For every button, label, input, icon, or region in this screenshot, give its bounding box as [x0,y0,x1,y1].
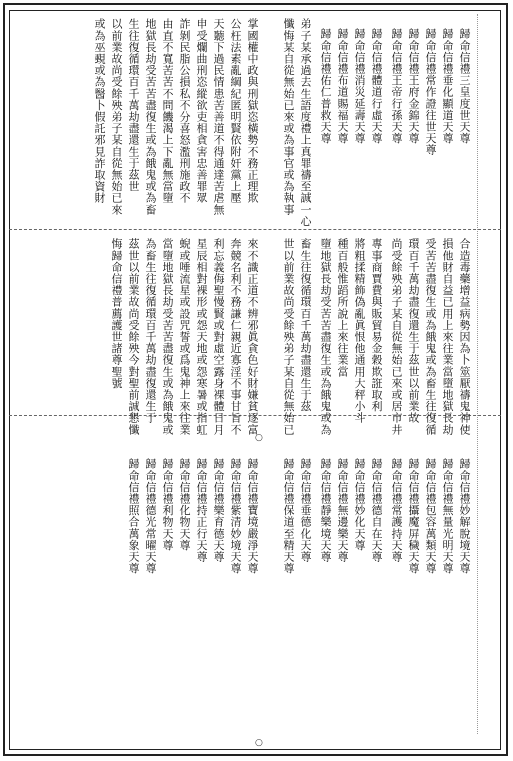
text-column: 歸命信禮佑仁普救天尊 [319,28,332,144]
text-column: 歸命信禮常作證往世天尊 [424,28,437,156]
text-column: 公枉法素亂綱紀匿明賢依附奸黨上壓 [229,18,242,204]
text-column: 歸命信禮妙解脫境天尊 [458,458,471,574]
text-column: 歸命信禮照合萬象天尊 [127,458,140,574]
text-column: 歸命信禮體道行虛天尊 [370,28,383,144]
text-column: 歸命信禮無量光明天尊 [441,458,454,574]
text-column: 由直不寬苦苦不問饑渴上下亂無當墮 [161,18,174,204]
band-divider-top [9,229,501,230]
text-column: 歸命信禮布道賜福天尊 [336,28,349,144]
text-column: 歸命信禮持正行天尊 [195,458,208,563]
text-column: 星辰相對裸形或怨天地或怨寒暑或指虹 [195,238,208,436]
text-column: 歸命信禮寶境嚴淨天尊 [246,458,259,574]
text-column: 歸命信禮常護持天尊 [390,458,403,563]
text-column: 歸命信禮妙化天尊 [353,458,366,551]
text-column: 歸命信禮樂育德天尊 [212,458,225,563]
text-column: 歸命信禮垂德化天尊 [299,458,312,563]
text-column: 懺悔某自從無始已來或為事官或為執事 [282,18,295,216]
text-column: 詐剝民脂公損私不分喜怒濫刑施政不 [178,18,191,204]
circle-mark-bottom: ○ [255,738,263,748]
text-column: 歸命信禮消災延壽天尊 [353,28,366,144]
text-column: 歸命信禮包容萬類天尊 [424,458,437,574]
text-column: 損他財自益已用上來往業當墮地獄長劫 [441,238,454,436]
text-column: 合造毒藥增益病勢因為卜筮厭禱鬼神使 [458,238,471,436]
text-column: 來不識正道不辨邪眞貪色好財嫌貧逐富 [246,238,259,436]
text-column: 種百般惟蹈所說上來往業當 [336,238,349,378]
text-column: 墮地獄長劫受苦苦盡復生或為餓鬼或為 [319,238,332,436]
text-column: 歸命信禮紫清妙境天尊 [229,458,242,574]
text-column: 尚受餘殃弟子某自從無始已來或居市井 [390,238,403,436]
text-column: 環百千萬劫盡復還生于茲世以前業故 [407,238,420,424]
text-column: 歸命信禮垂化顯道天尊 [441,28,454,144]
text-column: 歸命信禮無邊樂天尊 [336,458,349,563]
text-column: 歸命信禮靜樂境天尊 [319,458,332,563]
text-column: 地獄長劫受苦苦盡復生或為餓鬼或為畜 [144,18,157,216]
text-column: 專事商賈費與販貿易金穀欺誑取利 [370,238,383,412]
text-column: 歸命信禮保道至精天尊 [282,458,295,574]
text-column: 為畜生往復循環百千萬劫盡復還生于 [144,238,157,424]
text-column: 歸命信禮王帝行孫天尊 [390,28,403,144]
text-column: 茲世以前業故尚受餘殃今對聖前誠懇懺 [127,238,140,436]
text-column: 弟子某承過去生語度禮上真罪禱至誠一心 [299,18,312,227]
text-column: 當墮地獄長劫受苦苦盡復生或為餓鬼或 [161,238,174,436]
text-column: 奔競名利不務謙仁親近寡淫不事甘旨不 [229,238,242,436]
text-column: 歸命信禮德光常曜天尊 [144,458,157,574]
text-column: 畜生往復循環百千萬劫盡還生于茲 [299,238,312,412]
text-column: 申受爛曲刑恣縱欲吏相貪害忠善罪眾 [195,18,208,204]
text-column: 受苦苦盡復生或為餓鬼或為畜生往復循 [424,238,437,436]
text-column: 以前業故尚受餘殃弟子某自從無始已來 [110,18,123,216]
text-column: 歸命信禮攝魔屏穢天尊 [407,458,420,574]
text-column: 歸命信禮王府金錦天尊 [407,28,420,144]
text-column: 將粗揉精飾偽亂眞恨他通用大秤小斗 [353,238,366,424]
text-column: 蜺或唾流星或設咒誓或爲鬼神上來往業 [178,238,191,436]
text-column: 利忘義侮聖慢賢或對虛空露身裸體日月 [212,238,225,436]
text-column: 歸命信禮德自在天尊 [370,458,383,563]
text-column: 歸命信禮化物天尊 [178,458,191,551]
text-column: 歸命信禮利物天尊 [161,458,174,551]
text-column: 歸命信禮三皇度世天尊 [458,28,471,144]
text-column: 或為巫覡或為醫卜假託邪見詐取資財 [93,18,106,204]
text-column: 世以前業故尚受餘殃弟子某自從無始已 [282,238,295,436]
circle-mark-top: ○ [255,433,263,443]
text-column: 掌國權中政與刑獄恣橫勢不務正理欺 [246,18,259,204]
text-column: 生往復循環百千萬劫盡還生于茲世 [127,18,140,192]
text-column: 悔歸命信禮普薦護世諸尊聖號 [110,238,123,389]
text-column: 天聽下過民情患苦善道不得通達苦虐無 [212,18,225,216]
